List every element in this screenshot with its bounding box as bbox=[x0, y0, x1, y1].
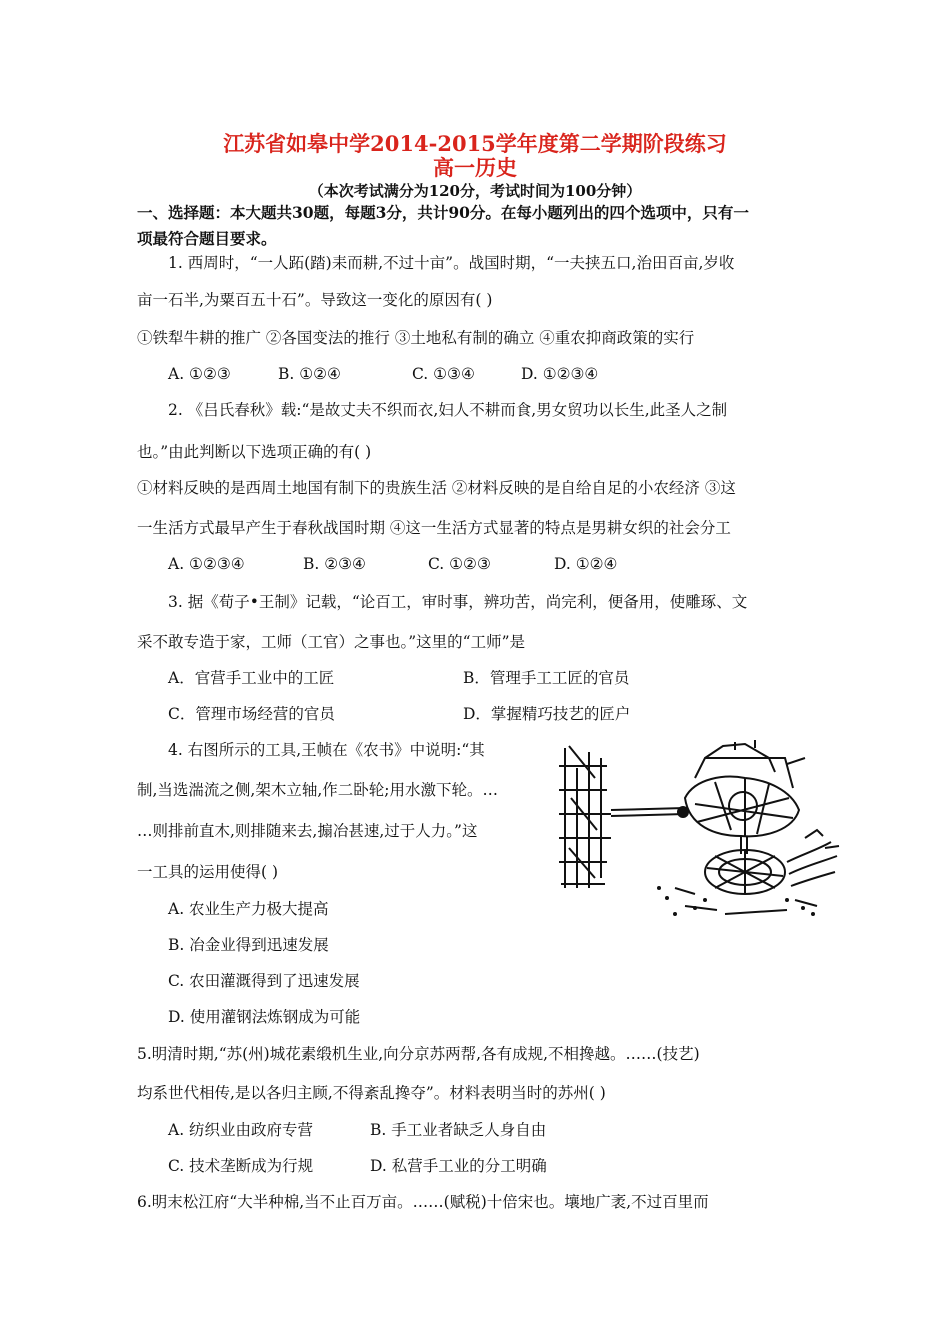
q1-line3: ①铁犁牛耕的推广 ②各国变法的推行 ③土地私有制的确立 ④重农抑商政策的实行 bbox=[137, 329, 695, 347]
q2-line2: 也。”由此判断以下选项正确的有( ) bbox=[137, 443, 372, 461]
q3-option-a[interactable]: A．官营手工业中的工匠 bbox=[168, 669, 335, 687]
q4-option-a[interactable]: A. 农业生产力极大提高 bbox=[168, 900, 329, 918]
q2-line4: 一生活方式最早产生于春秋战国时期 ④这一生活方式显著的特点是男耕女织的社会分工 bbox=[137, 519, 731, 537]
q5-option-a[interactable]: A. 纺织业由政府专营 bbox=[168, 1121, 314, 1139]
q1-option-d[interactable]: D. ①②③④ bbox=[521, 365, 599, 383]
q2-option-a[interactable]: A. ①②③④ bbox=[168, 555, 245, 573]
q5-line2: 均系世代相传,是以各归主顾,不得紊乱搀夺”。材料表明当时的苏州( ) bbox=[137, 1084, 606, 1102]
q4-option-c[interactable]: C. 农田灌溉得到了迅速发展 bbox=[168, 972, 360, 990]
q3-option-b[interactable]: B．管理手工工匠的官员 bbox=[463, 669, 630, 687]
water-bellows-illustration bbox=[555, 738, 845, 922]
q6-line1: 6.明末松江府“大半种棉,当不止百万亩。……(赋税)十倍宋也。壤地广袤,不过百里而 bbox=[137, 1193, 709, 1211]
q1-option-a[interactable]: A. ①②③ bbox=[168, 365, 231, 383]
q3-line2: 采不敢专造于家，工师（工官）之事也。”这里的“工师”是 bbox=[137, 633, 526, 651]
exam-note: （本次考试满分为120分，考试时间为100分钟） bbox=[308, 182, 642, 200]
q1-line2: 亩一石半,为粟百五十石”。导致这一变化的原因有( ) bbox=[137, 291, 493, 309]
q4-line2: 制,当选湍流之侧,架木立轴,作二卧轮;用水激下轮。… bbox=[137, 781, 499, 799]
q4-line1: 4. 右图所示的工具,王帧在《农书》中说明:“其 bbox=[168, 741, 485, 759]
q4-line3: …则排前直木,则排随来去,搧冶甚速,过于人力。”这 bbox=[137, 822, 478, 840]
exam-subject: 高一历史 bbox=[433, 155, 517, 180]
q3-option-c[interactable]: C．管理市场经营的官员 bbox=[168, 705, 335, 723]
q4-option-b[interactable]: B. 冶金业得到迅速发展 bbox=[168, 936, 329, 954]
q5-line1: 5.明清时期,“苏(州)城花素缎机生业,向分京苏两帮,各有成规,不相搀越。……(技艺) bbox=[137, 1045, 700, 1063]
q1-option-b[interactable]: B. ①②④ bbox=[278, 365, 341, 383]
q2-line1: 2. 《吕氏春秋》载:“是故丈夫不织而衣,妇人不耕而食,男女贸功以长生,此圣人之制 bbox=[168, 401, 728, 419]
q2-option-b[interactable]: B. ②③④ bbox=[303, 555, 366, 573]
section-heading-line2: 项最符合题目要求。 bbox=[137, 229, 277, 248]
q5-option-d[interactable]: D. 私营手工业的分工明确 bbox=[370, 1157, 547, 1175]
q2-line3: ①材料反映的是西周土地国有制下的贵族生活 ②材料反映的是自给自足的小农经济 ③这 bbox=[137, 479, 736, 497]
q1-line1: 1. 西周时，“一人跖(踏)耒而耕,不过十亩”。战国时期，“一夫挟五口,治田百亩,岁收 bbox=[168, 254, 735, 272]
q4-option-d[interactable]: D. 使用灌钢法炼钢成为可能 bbox=[168, 1008, 361, 1026]
exam-title: 江苏省如皋中学2014-2015学年度第二学期阶段练习 bbox=[223, 131, 727, 156]
q5-option-b[interactable]: B. 手工业者缺乏人身自由 bbox=[370, 1121, 547, 1139]
q2-option-c[interactable]: C. ①②③ bbox=[428, 555, 491, 573]
q1-option-c[interactable]: C. ①③④ bbox=[412, 365, 475, 383]
q3-line1: 3. 据《荀子•王制》记载，“论百工，审时事，辨功苦，尚完利，便备用，使雕琢、文 bbox=[168, 593, 748, 611]
q2-option-d[interactable]: D. ①②④ bbox=[554, 555, 618, 573]
q3-option-d[interactable]: D．掌握精巧技艺的匠户 bbox=[463, 705, 631, 723]
section-heading-line1: 一、选择题：本大题共30题，每题3分，共计90分。在每小题列出的四个选项中，只有一 bbox=[137, 203, 749, 222]
q5-option-c[interactable]: C. 技术垄断成为行规 bbox=[168, 1157, 314, 1175]
q4-line4: 一工具的运用使得( ) bbox=[137, 863, 279, 881]
